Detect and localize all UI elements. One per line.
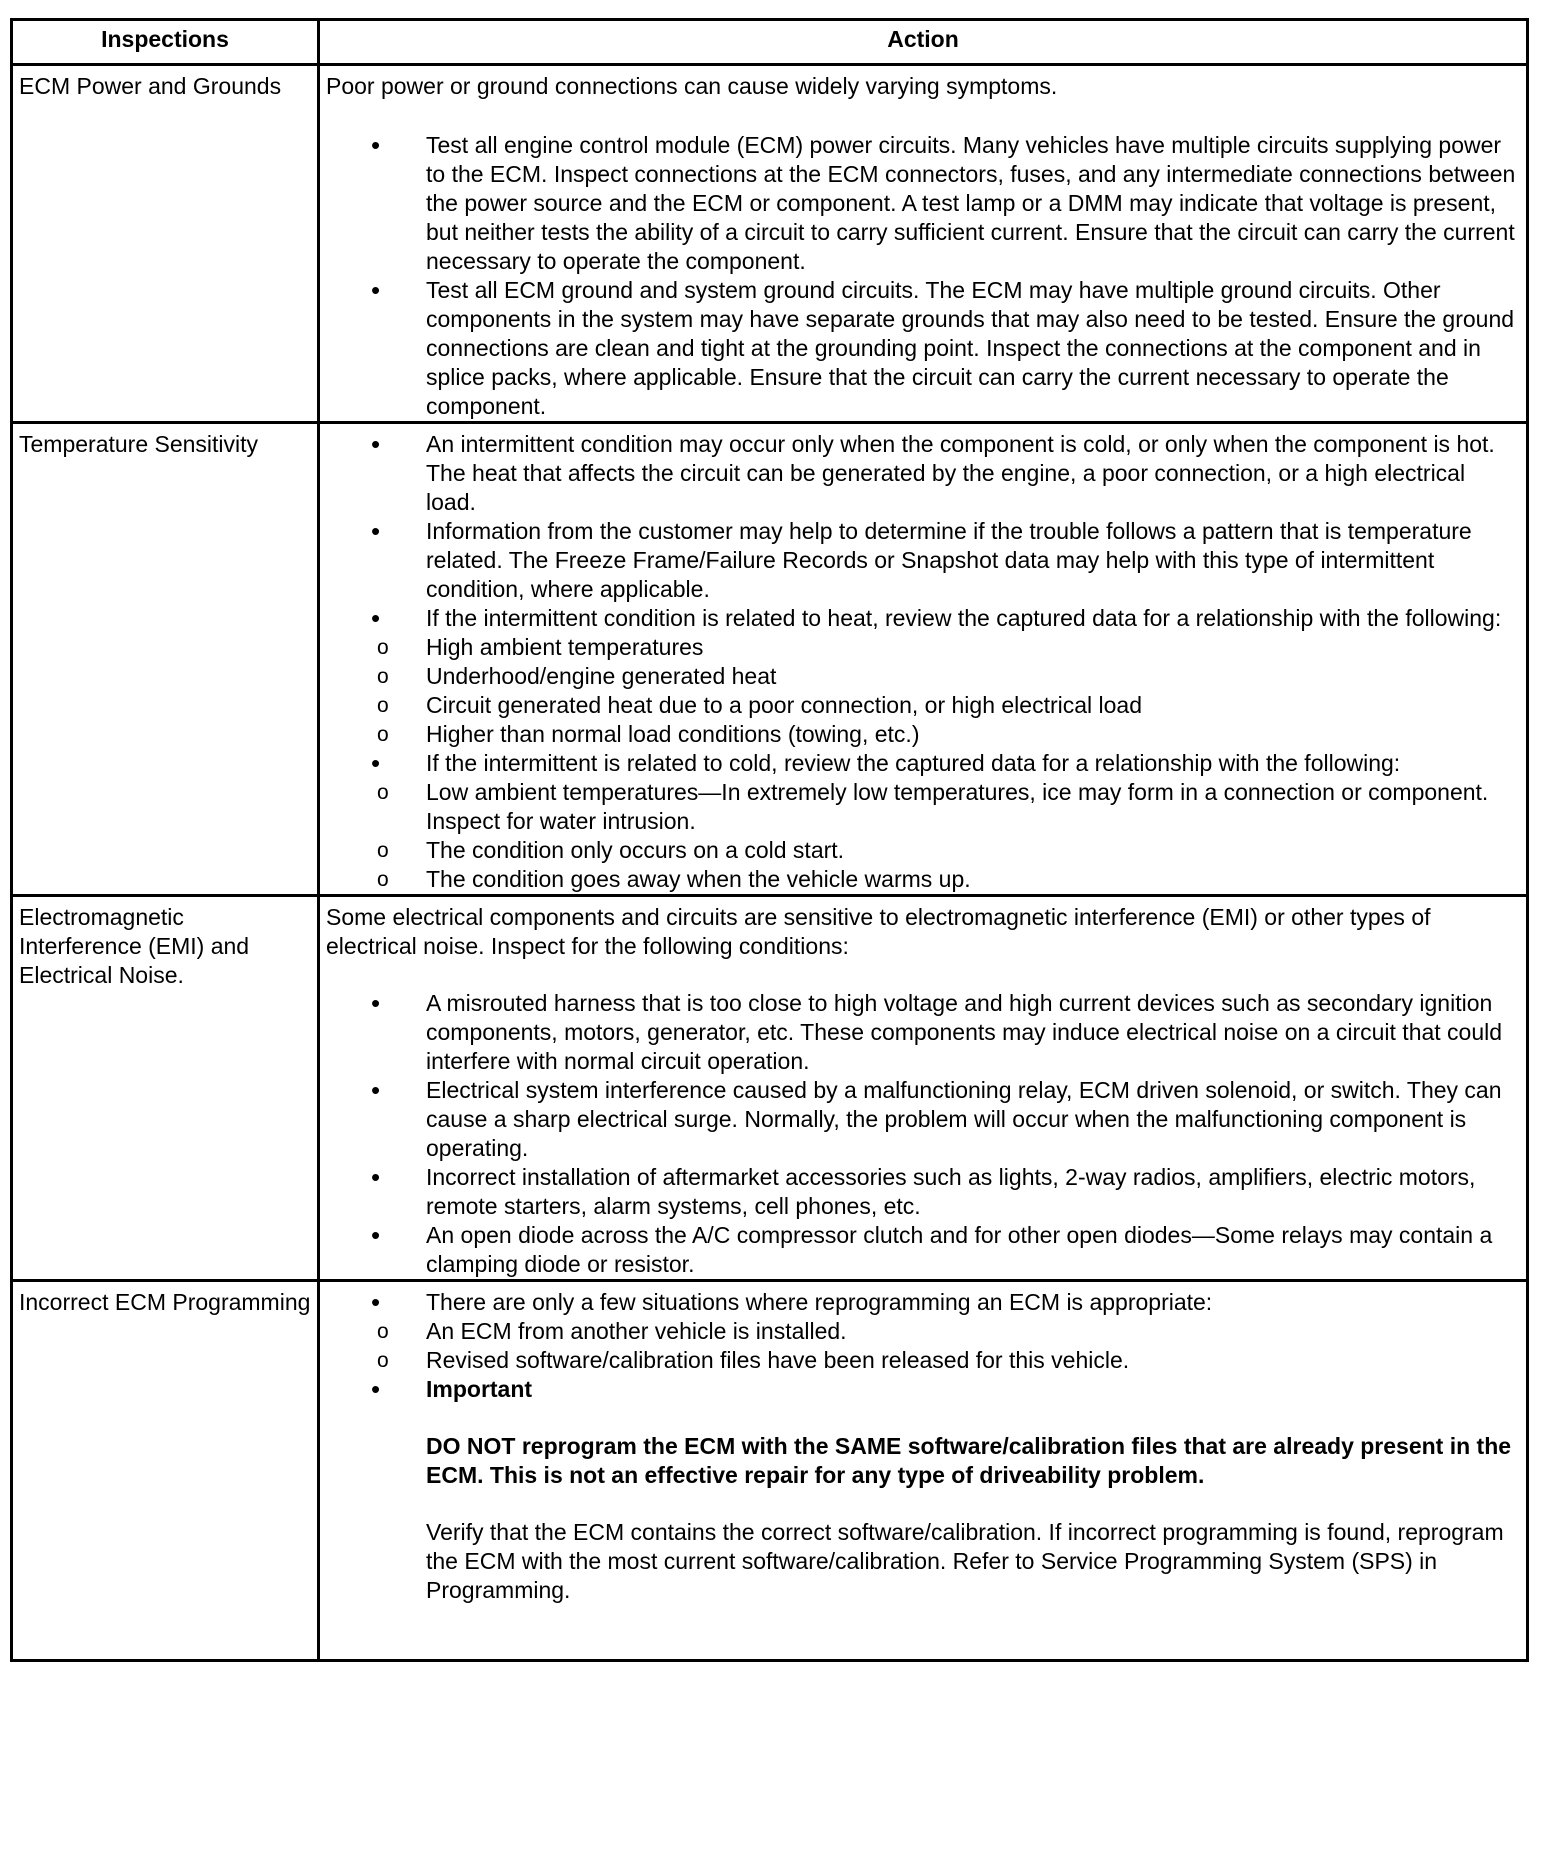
verify-text: Verify that the ECM contains the correct software/calibration. If incorrect programming is found, reprogram the ECM with the most current software/calibration. Refer to Service Programming System (SPS) in Programming.: [426, 1519, 1504, 1603]
bullet-item: • Incorrect installation of aftermarket accessories such as lights, 2-way radios, amplifiers, electric motors, remote starters, alarm systems, cell phones, etc.: [326, 1163, 1520, 1221]
bullet-text: There are only a few situations where reprogramming an ECM is appropriate:: [426, 1289, 1213, 1315]
bullet-list: [326, 430, 1520, 894]
table-row: [12, 423, 1528, 896]
action-cell: [319, 896, 1528, 1281]
bullet-list: [326, 989, 1520, 1279]
bullet-item: [326, 749, 1520, 894]
inspection-cell: ECM Power and Grounds: [12, 65, 319, 423]
bullet-item: • Test all engine control module (ECM) power circuits. Many vehicles have multiple circuits supplying power to the ECM. Inspect connections at the ECM connectors, fuses, and any intermediate connections between the power source and the ECM or component. A test lamp or a DMM may indicate that voltage is present, but neither tests the ability of a circuit to carry sufficient current. Ensure that the circuit can carry the current necessary to operate the component.: [326, 131, 1520, 276]
sub-list: [326, 633, 1520, 749]
bullet-item: • A misrouted harness that is too close to high voltage and high current devices such as secondary ignition components, motors, generator, etc. These components may induce electrical noise on a circuit that could interfere with normal circuit operation.: [326, 989, 1520, 1076]
bullet-item: [326, 1288, 1520, 1375]
bullet-item: [326, 604, 1520, 749]
header-action: Action: [319, 20, 1528, 65]
table-row: [12, 1281, 1528, 1661]
bullet-item: • An intermittent condition may occur only when the component is cold, or only when the component is hot. The heat that affects the circuit can be generated by the engine, a poor connection, or a high electrical load.: [326, 430, 1520, 517]
table-row: [12, 65, 1528, 423]
sub-item: o An ECM from another vehicle is installed.: [326, 1317, 1520, 1346]
bullet-text: If the intermittent is related to cold, review the captured data for a relationship with the following:: [426, 750, 1401, 776]
bullet-item: • Electrical system interference caused by a malfunctioning relay, ECM driven solenoid, or switch. They can cause a sharp electrical surge. Normally, the problem will occur when the malfunctioning component is operating.: [326, 1076, 1520, 1163]
sub-list: [326, 778, 1520, 894]
action-intro: Some electrical components and circuits are sensitive to electromagnetic interference (EMI) or other types of electrical noise. Inspect for the following conditions:: [326, 904, 1431, 959]
table-row: [12, 896, 1528, 1281]
sub-item: o Higher than normal load conditions (towing, etc.): [326, 720, 1520, 749]
bullet-list: [326, 131, 1520, 421]
action-cell: [319, 1281, 1528, 1661]
sub-item: o The condition only occurs on a cold start.: [326, 836, 1520, 865]
important-label: • Important: [426, 1376, 533, 1402]
important-text: DO NOT reprogram the ECM with the SAME software/calibration files that are already present in the ECM. This is not an effective repair for any type of driveability problem.: [426, 1433, 1512, 1488]
header-row: [12, 20, 1528, 65]
bullet-item: • Information from the customer may help to determine if the trouble follows a pattern that is temperature related. The Freeze Frame/Failure Records or Snapshot data may help with this type of intermittent condition, where applicable.: [326, 517, 1520, 604]
sub-item: o The condition goes away when the vehicle warms up.: [326, 865, 1520, 894]
sub-list: [326, 1317, 1520, 1375]
sub-item: o Underhood/engine generated heat: [326, 662, 1520, 691]
bullet-text: If the intermittent condition is related to heat, review the captured data for a relationship with the following:: [426, 605, 1502, 631]
inspection-cell: Incorrect ECM Programming: [12, 1281, 319, 1661]
bullet-item: [326, 1375, 1520, 1605]
bullet-item: • Test all ECM ground and system ground circuits. The ECM may have multiple ground circuits. Other components in the system may have separate grounds that may also need to be tested. Ensure the ground connections are clean and tight at the grounding point. Inspect the connections at the component and in splice packs, where applicable. Ensure that the circuit can carry the current necessary to operate the component.: [326, 276, 1520, 421]
sub-item: o Revised software/calibration files have been released for this vehicle.: [326, 1346, 1520, 1375]
bullet-list: [326, 1288, 1520, 1605]
sub-item: o Low ambient temperatures—In extremely low temperatures, ice may form in a connection or component. Inspect for water intrusion.: [326, 778, 1520, 836]
action-cell: [319, 65, 1528, 423]
sub-item: o Circuit generated heat due to a poor connection, or high electrical load: [326, 691, 1520, 720]
inspection-table: [10, 18, 1529, 1662]
action-intro: Poor power or ground connections can cause widely varying symptoms.: [326, 73, 1058, 99]
bullet-item: • An open diode across the A/C compressor clutch and for other open diodes—Some relays may contain a clamping diode or resistor.: [326, 1221, 1520, 1279]
action-cell: [319, 423, 1528, 896]
header-inspections: Inspections: [12, 20, 319, 65]
inspection-cell: Electromagnetic Interference (EMI) and Electrical Noise.: [12, 896, 319, 1281]
inspection-cell: Temperature Sensitivity: [12, 423, 319, 896]
sub-item: o High ambient temperatures: [326, 633, 1520, 662]
